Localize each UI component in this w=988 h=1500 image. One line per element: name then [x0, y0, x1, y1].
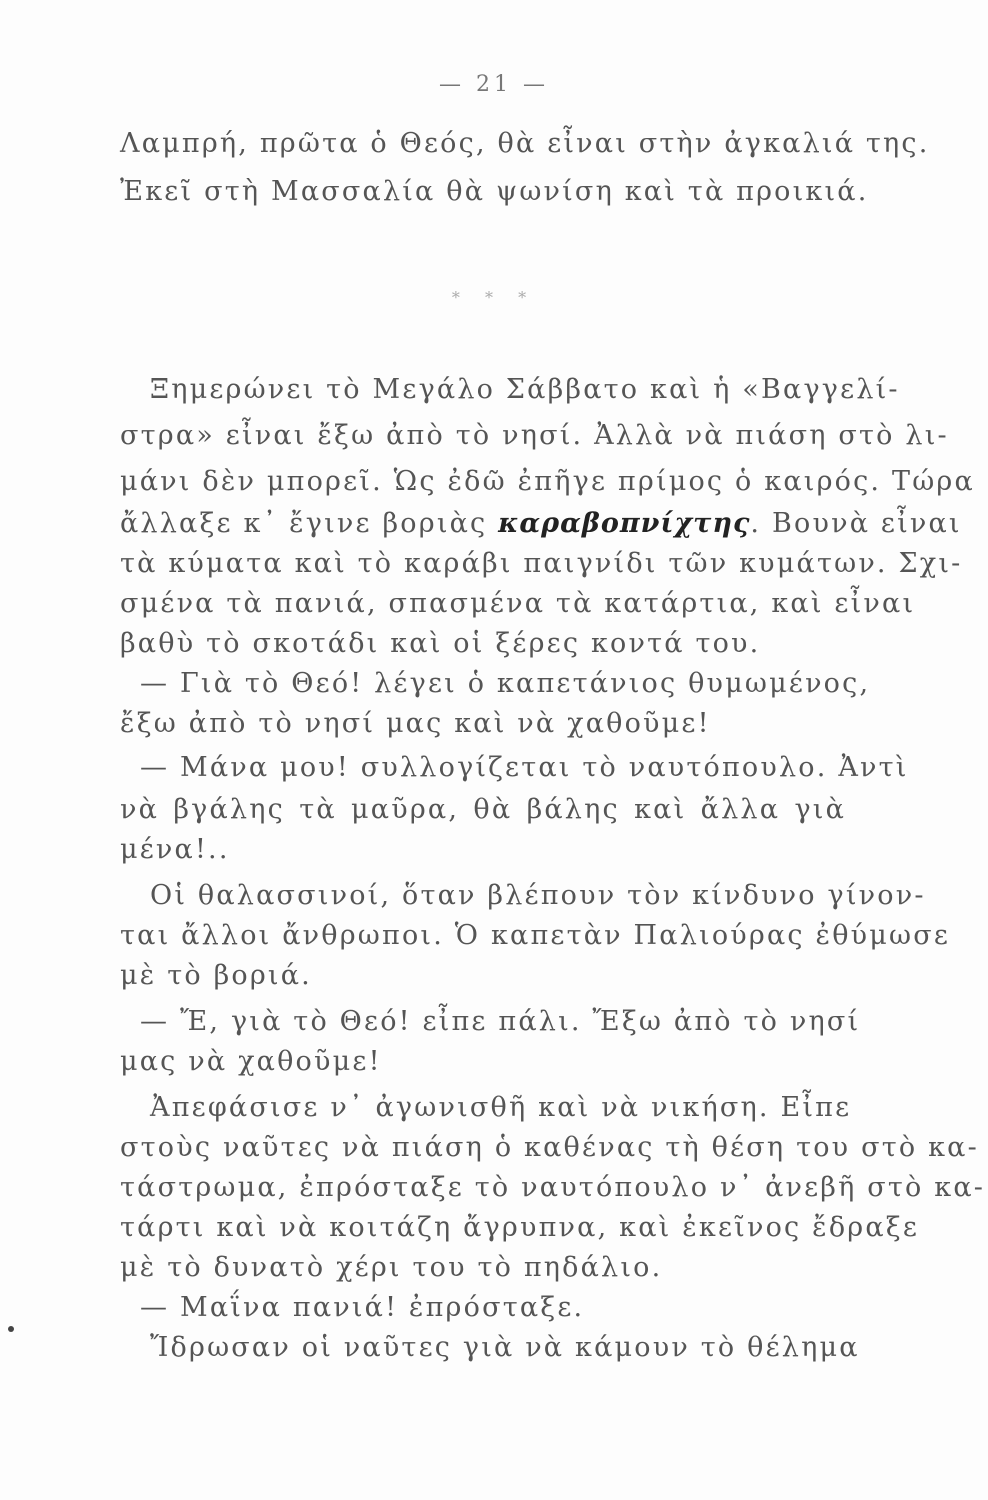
text-line: σμένα τὰ πανιά, σπασμένα τὰ κατάρτια, καὶ εἶναι [120, 588, 916, 619]
text-line: μένα!.. [120, 834, 230, 865]
text-line: Ξημερώνει τὸ Μεγάλο Σάββατο καὶ ἡ «Βαγγελί- [150, 374, 900, 405]
text-line: στρα» εἶναι ἔξω ἀπὸ τὸ νησί. Ἀλλὰ νὰ πιάση στὸ λι- [120, 420, 949, 451]
text-segment: ἄλλαξε κ᾿ ἔγινε βοριὰς [120, 508, 499, 539]
text-line: ται ἄλλοι ἄνθρωποι. Ὁ καπετὰν Παλιούρας ἐθύμωσε [120, 920, 951, 951]
page-number: — 21 — [439, 72, 549, 97]
text-line: μας νὰ χαθοῦμε! [120, 1046, 382, 1077]
text-line: βαθὺ τὸ σκοτάδι καὶ οἱ ξέρες κοντά του. [120, 628, 761, 659]
text-line: Ἴδρωσαν οἱ ναῦτες γιὰ νὰ κάμουν τὸ θέλημα [150, 1332, 860, 1363]
text-line: Ἐκεῖ στὴ Μασσαλία θὰ ψωνίση καὶ τὰ προικιά. [120, 176, 869, 207]
text-line: τὰ κύματα καὶ τὸ καράβι παιγνίδι τῶν κυμάτων. Σχι- [120, 548, 963, 579]
text-line: Λαμπρή, πρῶτα ὁ Θεός, θὰ εἶναι στὴν ἀγκαλιά της. [120, 128, 930, 159]
text-line: στοὺς ναῦτες νὰ πιάση ὁ καθένας τὴ θέση του στὸ κα- [120, 1132, 979, 1163]
text-line: — Ἔ, γιὰ τὸ Θεό! εἶπε πάλι. Ἔξω ἀπὸ τὸ νησί [140, 1006, 861, 1037]
text-line: τάστρωμα, ἐπρόσταξε τὸ ναυτόπουλο ν᾿ ἀνεβῆ στὸ κα- [120, 1172, 986, 1203]
section-separator: * * * [451, 288, 537, 307]
text-line: μὲ τὸ δυνατὸ χέρι του τὸ πηδάλιο. [120, 1252, 663, 1283]
margin-mark [8, 1326, 14, 1332]
text-line: Ἀπεφάσισε ν᾿ ἀγωνισθῆ καὶ νὰ νικήση. Εἶπε [150, 1092, 852, 1123]
text-line: — Μαΐνα πανιά! ἐπρόσταξε. [140, 1292, 585, 1323]
text-line: νὰ βγάλης τὰ μαῦρα, θὰ βάλης καὶ ἄλλα γιὰ [120, 794, 846, 825]
text-line: μὲ τὸ βοριά. [120, 960, 312, 991]
text-line: Οἱ θαλασσινοί, ὅταν βλέπουν τὸν κίνδυνο γίνον- [150, 880, 926, 911]
text-line: — Γιὰ τὸ Θεό! λέγει ὁ καπετάνιος θυμωμένος, [140, 668, 871, 699]
bold-word: καραβοπνίχτης [498, 508, 751, 539]
text-line [120, 506, 962, 542]
text-segment: . Βουνὰ εἶναι [750, 508, 962, 539]
text-line: — Μάνα μου! συλλογίζεται τὸ ναυτόπουλο. Ἀντὶ [140, 752, 909, 783]
text-line: τάρτι καὶ νὰ κοιτάζη ἄγρυπνα, καὶ ἐκεῖνος ἔδραξε [120, 1212, 920, 1243]
text-line: μάνι δὲν μπορεῖ. Ὡς ἐδῶ ἐπῆγε πρίμος ὁ καιρός. Τώρα [120, 466, 975, 497]
text-line: ἔξω ἀπὸ τὸ νησί μας καὶ νὰ χαθοῦμε! [120, 708, 711, 739]
